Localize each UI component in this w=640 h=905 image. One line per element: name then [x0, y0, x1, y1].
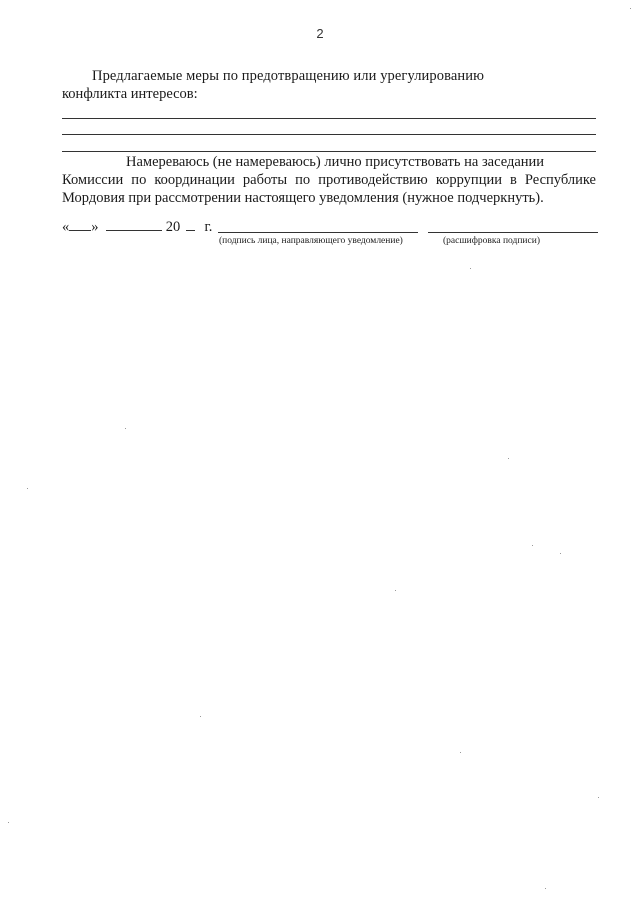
scan-speck: [395, 590, 396, 591]
day-blank: [69, 216, 91, 231]
scan-speck: [470, 268, 471, 269]
fill-line-1: [62, 118, 596, 119]
signature-line: [218, 232, 418, 233]
fill-line-3: [62, 151, 596, 152]
scan-speck: [460, 752, 461, 753]
measures-text-line-2: конфликта интересов:: [62, 86, 198, 102]
page-number: 2: [316, 26, 324, 41]
date-row: [62, 216, 596, 236]
measures-text-line-1: Предлагаемые меры по предотвращению или урегулированию: [92, 68, 485, 84]
scan-speck: [630, 8, 631, 9]
year-prefix: 20: [165, 219, 181, 235]
month-blank: [106, 216, 162, 231]
scan-speck: [545, 888, 546, 889]
year-blank: [186, 216, 195, 231]
close-quote: »: [91, 219, 99, 235]
scan-speck: [8, 822, 9, 823]
decoding-caption: (расшифровка подписи): [443, 236, 540, 246]
intent-line-1: Намереваюсь (не намереваюсь) лично присутствовать на заседании: [126, 154, 545, 170]
scan-speck: [27, 488, 28, 489]
scan-speck: [598, 797, 599, 798]
intent-line-3: Мордовия при рассмотрении настоящего уведомления (нужное подчеркнуть).: [62, 190, 544, 206]
scan-speck: [560, 553, 561, 554]
scan-speck: [125, 428, 126, 429]
open-quote: «: [62, 219, 70, 235]
intent-line-2: Комиссии по координации работы по противодействию коррупции в Республике: [62, 172, 596, 188]
intent-paragraph: [62, 153, 596, 207]
year-suffix: г.: [204, 219, 213, 235]
fill-line-2: [62, 134, 596, 135]
decoding-line: [428, 232, 598, 233]
scan-speck: [532, 545, 533, 546]
scan-speck: [200, 716, 201, 717]
scan-speck: [508, 458, 509, 459]
signature-caption: (подпись лица, направляющего уведомление): [219, 236, 403, 246]
